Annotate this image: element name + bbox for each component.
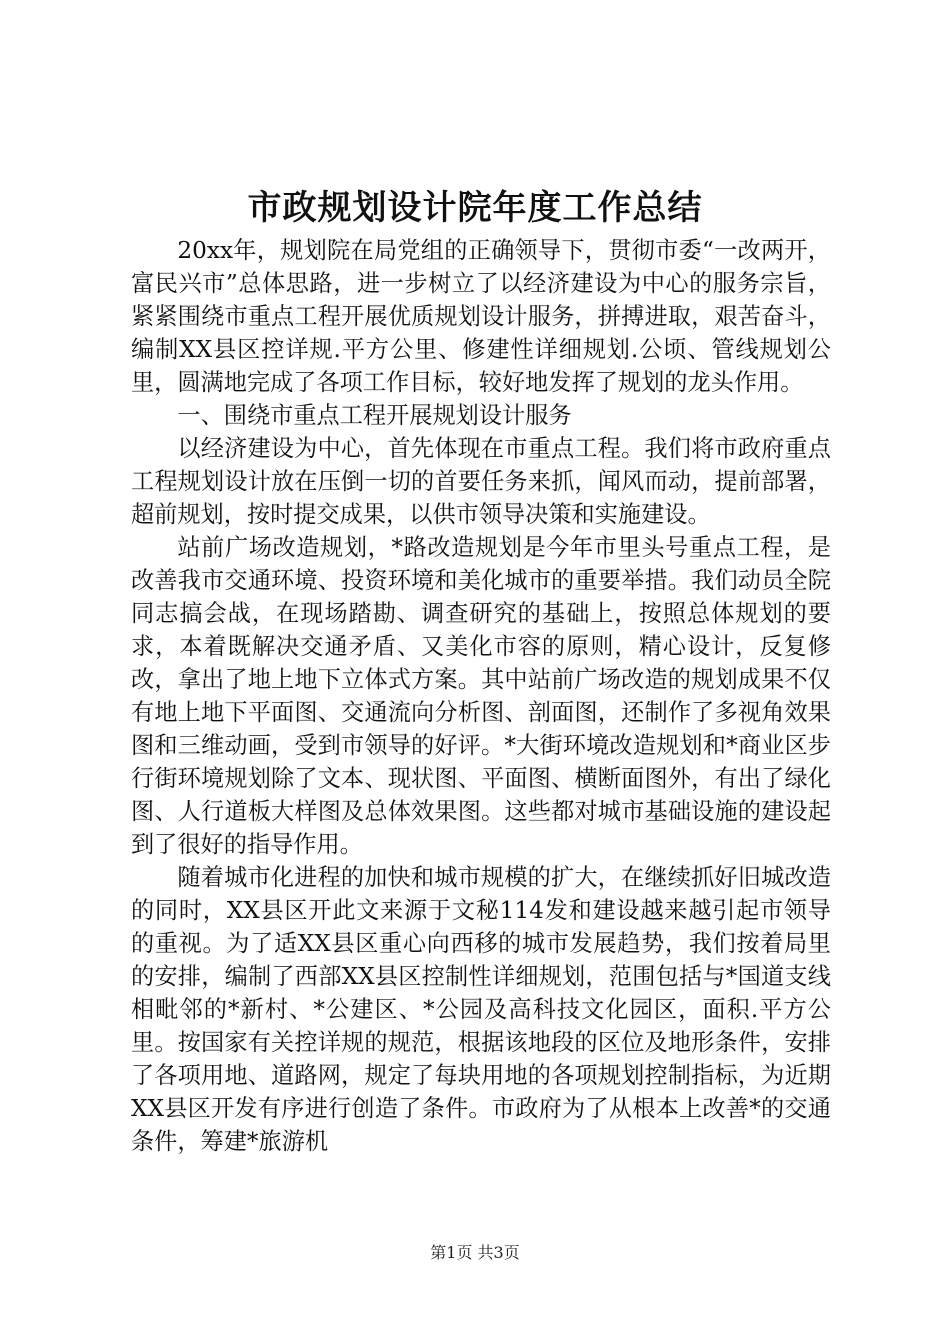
document-body (131, 234, 831, 1158)
paragraph-intro: 20xx年，规划院在局党组的正确领导下，贯彻市委“一改两开，富民兴市”总体思路，进一步树立了以经济建设为中心的服务宗旨，紧紧围绕市重点工程开展优质规划设计服务，拼搏进取，艰苦奋斗，编制XX县区控详规.平方公里、修建性详细规划.公顷、管线规划公里，圆满地完成了各项工作目标，较好地发挥了规划的龙头作用。 (131, 237, 831, 396)
document-title: 市政规划设计院年度工作总结 (247, 188, 703, 228)
paragraph-urbanization: 随着城市化进程的加快和城市规模的扩大，在继续抓好旧城改造的同时，XX县区开此文来源于文秘114发和建设越来越引起市领导的重视。为了适XX县区重心向西移的城市发展趋势，我们按着局里的安排，编制了西部XX县区控制性详细规划，范围包括与*国道支线相毗邻的*新村、*公建区、*公园及高科技文化园区，面积.平方公里。按国家有关控详规的规范，根据该地段的区位及地形条件，安排了各项用地、道路网，规定了每块用地的各项规划控制指标，为近期XX县区开发有序进行创造了条件。市政府为了从根本上改善*的交通条件，筹建*旅游机 (131, 864, 831, 1155)
paragraph-station-plaza: 站前广场改造规划，*路改造规划是今年市里头号重点工程，是改善我市交通环境、投资环境和美化城市的重要举措。我们动员全院同志搞会战，在现场踏勘、调查研究的基础上，按照总体规划的要求，本着既解决交通矛盾、又美化市容的原则，精心设计，反复修改，拿出了地上地下立体式方案。其中站前广场改造的规划成果不仅有地上地下平面图、交通流向分析图、剖面图，还制作了多视角效果图和三维动画，受到市领导的好评。*大街环境改造规划和*商业区步行街环境规划除了文本、现状图、平面图、横断面图外，有出了绿化图、人行道板大样图及总体效果图。这些都对城市基础设施的建设起到了很好的指导作用。 (131, 534, 831, 858)
paragraph-key-projects: 以经济建设为中心，首先体现在市重点工程。我们将市政府重点工程规划设计放在压倒一切的首要任务来抓，闻风而动，提前部署，超前规划，按时提交成果，以供市领导决策和实施建设。 (131, 435, 831, 528)
section-heading: 一、围绕市重点工程开展规划设计服务 (177, 402, 572, 429)
page-number-footer: 第1页 共3页 (430, 1243, 520, 1262)
